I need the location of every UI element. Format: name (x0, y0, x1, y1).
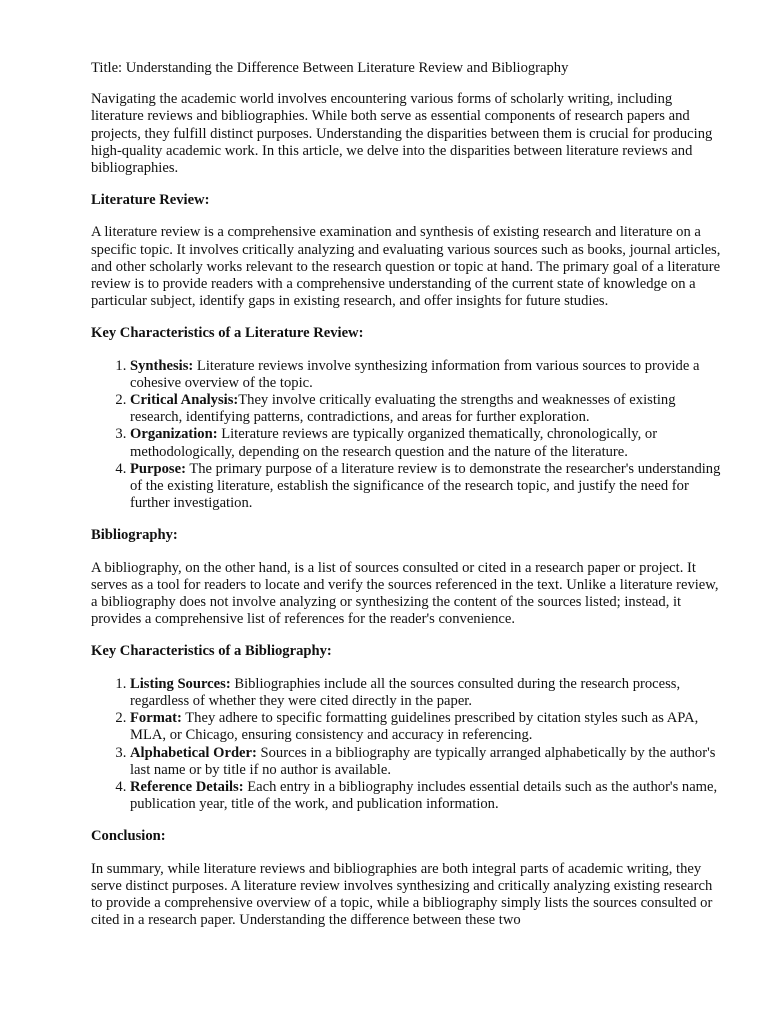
list-item-text: Literature reviews are typically organized thematically, chronologically, or methodologically, depending on the research question and the nature of the literature. (130, 426, 658, 460)
list-item-term: Reference Details: (130, 778, 244, 795)
list-item-text: Literature reviews involve synthesizing information from various sources to provide a cohesive overview of the topic. (130, 357, 700, 391)
literature-review-heading: Literature Review: (91, 192, 210, 209)
bib-characteristics-list (91, 676, 721, 814)
list-item (130, 392, 721, 426)
conclusion-heading: Conclusion: (91, 828, 166, 845)
list-item-text: Bibliographies include all the sources consulted during the research process, regardless of whether they were cited directly in the paper. (130, 675, 681, 709)
list-item-term: Listing Sources: (130, 675, 231, 692)
list-item (130, 676, 721, 710)
lr-characteristics-list (91, 358, 721, 513)
document-page (91, 60, 721, 944)
list-item (130, 745, 721, 779)
literature-review-paragraph: A literature review is a comprehensive examination and synthesis of existing research and literature on a specific topic. It involves critically analyzing and evaluating various sources such as books, journal articles, and other scholarly works relevant to the research question or topic at hand. The primary goal of a literature review is to provide readers with a comprehensive understanding of the current state of knowledge on a particular subject, identify gaps in existing research, and offer insights for future studies. (91, 224, 721, 310)
list-item-text: The primary purpose of a literature review is to demonstrate the researcher's understanding of the existing literature, establish the significance of the research topic, and justify the need for further investigation. (130, 460, 721, 512)
conclusion-paragraph: In summary, while literature reviews and bibliographies are both integral parts of academic writing, they serve distinct purposes. A literature review involves synthesizing and critically analyzing existing research to provide a comprehensive overview of a topic, while a bibliography simply lists the sources consulted or cited in a research paper. Understanding the difference between these two (91, 860, 713, 929)
bibliography-paragraph: A bibliography, on the other hand, is a list of sources consulted or cited in a research paper or project. It serves as a tool for readers to locate and verify the sources referenced in the text. Unlike a literature review, a bibliography does not involve analyzing or synthesizing the content of the sources listed; instead, it provides a comprehensive list of references for the reader's convenience. (91, 559, 719, 628)
list-item (130, 358, 721, 392)
list-item-text: Each entry in a bibliography includes essential details such as the author's name, publication year, title of the work, and publication information. (130, 778, 718, 813)
list-item-term: Alphabetical Order: (130, 744, 257, 761)
document-title: Title: Understanding the Difference Between Literature Review and Bibliography (91, 60, 569, 76)
list-item-term: Critical Analysis: (130, 392, 239, 409)
bibliography-heading: Bibliography: (91, 527, 178, 544)
list-item-text: They adhere to specific formatting guidelines prescribed by citation styles such as APA, MLA, or Chicago, ensuring consistency and accuracy in referencing. (130, 710, 699, 744)
list-item (130, 710, 721, 744)
list-item-term: Purpose: (130, 460, 186, 477)
list-item-text: They involve critically evaluating the strengths and weaknesses of existing research, identifying patterns, contradictions, and areas for further exploration. (130, 392, 676, 426)
list-item (130, 426, 721, 460)
list-item-text: Sources in a bibliography are typically arranged alphabetically by the author's last name or by title if no author is available. (130, 744, 716, 778)
list-item (130, 461, 721, 513)
intro-paragraph: Navigating the academic world involves encountering various forms of scholarly writing, including literature reviews and bibliographies. While both serve as essential components of research papers and projects, they fulfill distinct purposes. Understanding the disparities between them is crucial for producing high-quality academic work. In this article, we delve into the disparities between literature reviews and bibliographies. (91, 91, 713, 177)
bib-characteristics-heading: Key Characteristics of a Bibliography: (91, 643, 332, 660)
list-item-term: Format: (130, 710, 182, 727)
list-item (130, 779, 721, 813)
list-item-term: Organization: (130, 426, 218, 443)
lr-characteristics-heading: Key Characteristics of a Literature Review: (91, 325, 364, 342)
list-item-term: Synthesis: (130, 357, 194, 374)
